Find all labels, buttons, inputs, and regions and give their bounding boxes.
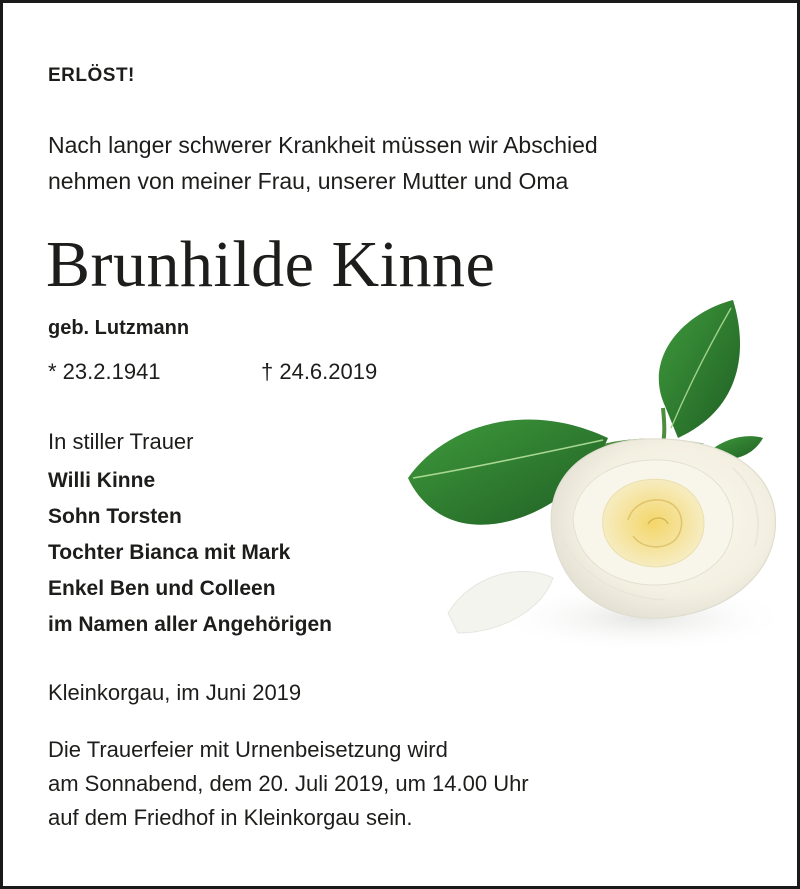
ceremony-line: am Sonnabend, dem 20. Juli 2019, um 14.00 Uhr: [48, 771, 529, 796]
ceremony-info: [48, 733, 529, 835]
intro-text: [48, 127, 598, 199]
mourning-label: In stiller Trauer: [48, 429, 194, 454]
ceremony-line: Die Trauerfeier mit Urnenbeisetzung wird: [48, 737, 448, 762]
maiden-name: geb. Lutzmann: [48, 317, 190, 339]
mourner-item: Enkel Ben und Colleen: [48, 577, 276, 600]
deceased-name: Brunhilde Kinne: [46, 228, 496, 301]
mourner-item: Willi Kinne: [48, 469, 156, 492]
ceremony-line: auf dem Friedhof in Kleinkorgau sein.: [48, 805, 413, 830]
white-rose-image: [403, 288, 793, 668]
mourners-list: [48, 463, 332, 643]
birth-date: * 23.2.1941: [48, 359, 161, 384]
intro-line: nehmen von meiner Frau, unserer Mutter und Oma: [48, 168, 569, 194]
place-date: Kleinkorgau, im Juni 2019: [48, 680, 302, 705]
mourner-item: Tochter Bianca mit Mark: [48, 541, 291, 564]
headline: ERLÖST!: [48, 65, 135, 86]
mourner-item: Sohn Torsten: [48, 505, 182, 528]
intro-line: Nach langer schwerer Krankheit müssen wir Abschied: [48, 132, 598, 158]
death-date: † 24.6.2019: [261, 359, 378, 384]
mourner-item: im Namen aller Angehörigen: [48, 613, 332, 636]
